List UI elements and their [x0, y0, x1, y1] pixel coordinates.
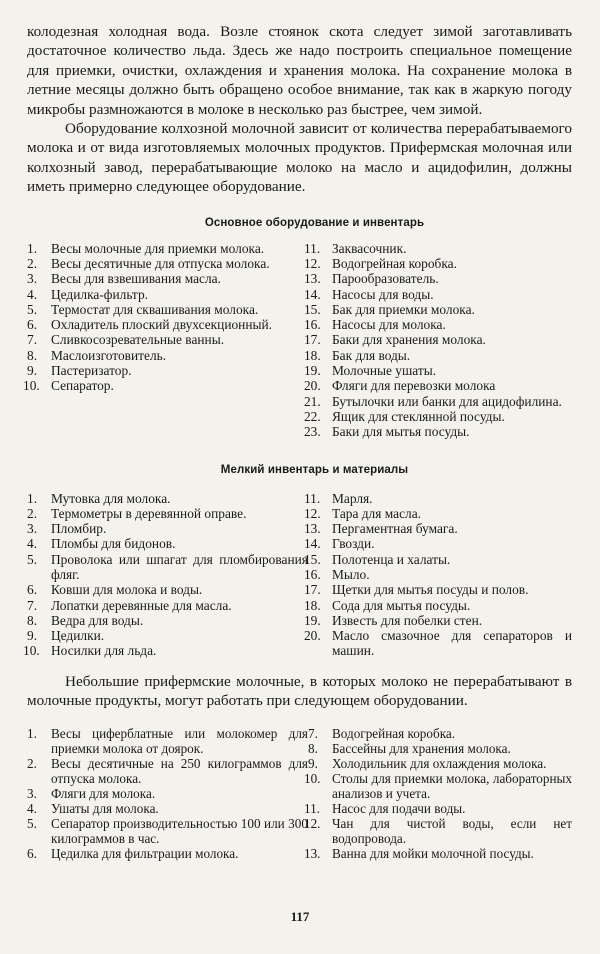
list-item-number: 9. — [307, 755, 318, 771]
list-item — [303, 393, 572, 409]
list-item-text: Холодильник для охлаждения молока. — [331, 755, 547, 771]
list-item-number: 5. — [27, 815, 37, 831]
list-item — [27, 363, 308, 378]
list-item — [27, 613, 308, 628]
list-item — [303, 521, 572, 537]
list-item-number: 20. — [303, 628, 321, 644]
list-item-number: 12. — [303, 255, 321, 271]
list-item-number: 4. — [27, 800, 37, 816]
list-item — [303, 271, 572, 287]
list-item — [303, 301, 572, 317]
list-item-text: Лопатки деревянные для масла. — [51, 597, 232, 613]
list-item-number: 18. — [303, 597, 321, 613]
list-item-text: Насос для подачи воды. — [331, 800, 466, 816]
list-item-number: 9. — [27, 628, 38, 644]
list-item-number: 1. — [27, 240, 38, 256]
list-item — [23, 378, 308, 394]
list-item — [303, 536, 572, 552]
list-item-text: Бассейны для хранения молока. — [331, 740, 511, 756]
list-item-text: Ковши для молока и воды. — [51, 582, 203, 598]
list-item-text: Парообразователь. — [331, 271, 439, 287]
main-equipment-list-right — [303, 240, 572, 440]
list-item-text: Сепаратор производительностью 100 или 300 килограммов в час. — [51, 815, 308, 846]
list-item-text: Пломбы для бидонов. — [51, 536, 176, 552]
list-item — [27, 846, 308, 861]
list-item-text: Проволока или шпагат для пломбирования фляг. — [51, 551, 308, 582]
list-item-number: 4. — [27, 536, 38, 552]
heading-main-equipment: Основное оборудование и инвентарь — [204, 216, 425, 229]
list-item-text: Ведра для воды. — [51, 612, 144, 628]
paragraph-milk-storage: колодезная холодная вода. Возле стоянок скота следует зимой заготавливать достаточное количество льда. Здесь же надо построить специальное помещение для приемки, очистки, охлаждения и хранения молока. На сохранение молока в летние месяцы должно быть обращено особое внимание, так как в жаркую погоду микробы размножаются в молоке в несколько раз быстрее, чем зимой. — [27, 23, 572, 118]
list-item — [303, 815, 572, 846]
list-item — [303, 551, 572, 567]
list-item-text: Весы для взвешивания масла. — [51, 271, 221, 287]
list-item-number: 8. — [307, 740, 318, 756]
list-item-text: Чан для чистой воды, если нет водопровода. — [331, 815, 572, 846]
list-item-number: 1. — [27, 490, 38, 506]
list-item-number: 7. — [307, 725, 318, 741]
heading-small-inventory: Мелкий инвентарь и материалы — [220, 463, 409, 476]
list-item-text: Весы молочные для приемки молока. — [51, 240, 265, 256]
list-item-text: Цедилка для фильтрации молока. — [51, 845, 239, 861]
main-equipment-list-left — [23, 240, 308, 440]
list-item — [303, 628, 572, 659]
list-item — [27, 536, 308, 551]
list-item — [303, 612, 572, 628]
list-item — [27, 582, 308, 597]
list-item — [303, 332, 572, 348]
list-item — [303, 800, 572, 816]
list-item — [23, 643, 308, 659]
main-equipment-lists — [23, 240, 572, 440]
list-item-number: 1. — [27, 725, 37, 741]
list-item-number: 11. — [303, 490, 321, 506]
list-item-text: Пломбир. — [51, 521, 107, 537]
list-item-number: 23. — [303, 424, 321, 440]
list-item-text: Ящик для стеклянной посуды. — [331, 408, 505, 424]
list-item-number: 11. — [303, 240, 321, 256]
list-item — [27, 506, 308, 521]
list-item-number: 12. — [303, 815, 321, 831]
list-item-text: Мутовка для молока. — [51, 490, 171, 506]
list-item — [27, 598, 308, 613]
list-item-number: 14. — [303, 536, 321, 552]
list-item-number: 13. — [303, 521, 321, 537]
list-item-number: 5. — [27, 551, 38, 567]
list-item-number: 6. — [27, 845, 37, 861]
list-item — [27, 348, 308, 363]
list-item — [27, 491, 308, 506]
list-item-number: 12. — [303, 505, 321, 521]
list-item-text: Фляги для перевозки молока — [331, 378, 496, 394]
list-item — [303, 347, 572, 363]
list-item-text: Сода для мытья посуды. — [331, 597, 471, 613]
list-item-number: 2. — [27, 755, 37, 771]
list-item-number: 4. — [27, 286, 38, 302]
list-item-text: Сливкосозревательные ванны. — [51, 332, 225, 348]
list-item-text: Маслоизготовитель. — [51, 347, 167, 363]
list-item-number: 15. — [303, 551, 321, 567]
list-item — [303, 240, 572, 256]
list-item-text: Гвозди. — [331, 536, 375, 552]
list-item-text: Весы десятичные для отпуска молока. — [51, 255, 270, 271]
list-item-text: Баки для хранения молока. — [331, 332, 486, 348]
list-item-text: Заквасочник. — [331, 240, 407, 256]
list-item — [303, 317, 572, 333]
list-item — [303, 597, 572, 613]
list-item-text: Щетки для мытья посуды и полов. — [331, 582, 529, 598]
list-item-text: Весы циферблатные или молокомер для приемки молока от доярок. — [51, 725, 308, 756]
list-item-number: 3. — [27, 785, 37, 801]
list-item-text: Бак для воды. — [331, 347, 411, 363]
list-item-text: Весы десятичные на 250 килограммов для отпуска молока. — [51, 755, 308, 786]
list-item — [27, 241, 308, 256]
list-item — [27, 256, 308, 271]
list-item — [27, 287, 308, 302]
paragraph-dairy-equipment: Оборудование колхозной молочной зависит от количества перерабатываемого молока и от вида изготовляемых молочных продуктов. Прифермская молочная или колхозный завод, перерабатывающие молоко на масло и ацидофилин, должны иметь примерно следующее оборудование. — [27, 120, 572, 196]
list-item — [303, 770, 572, 801]
list-item-number: 5. — [27, 301, 38, 317]
list-item-text: Марля. — [331, 490, 373, 506]
list-item-number: 6. — [27, 317, 38, 333]
list-item-number: 16. — [303, 317, 321, 333]
list-item — [27, 816, 308, 846]
list-item-text: Насосы для молока. — [331, 317, 446, 333]
list-item-number: 17. — [303, 332, 321, 348]
list-item-text: Термометры в деревянной оправе. — [51, 505, 247, 521]
list-item-number: 15. — [303, 301, 321, 317]
list-item-number: 19. — [303, 612, 321, 628]
list-item-text: Фляги для молока. — [51, 785, 156, 801]
list-item-number: 18. — [303, 347, 321, 363]
list-item-number: 9. — [27, 363, 38, 379]
list-item-number: 17. — [303, 582, 321, 598]
small-inventory-lists — [23, 490, 572, 659]
list-item — [27, 552, 308, 583]
small-dairy-list-left — [27, 726, 308, 861]
list-item-text: Ванна для мойки молочной посуды. — [331, 845, 534, 861]
list-item-number: 8. — [27, 612, 38, 628]
list-item-number: 14. — [303, 286, 321, 302]
list-item — [303, 378, 572, 394]
list-item — [27, 332, 308, 347]
list-item-text: Известь для побелки стен. — [331, 612, 483, 628]
list-item — [303, 286, 572, 302]
list-item — [303, 567, 572, 582]
list-item-text: Носилки для льда. — [51, 643, 157, 659]
list-item — [303, 582, 572, 598]
list-item-number: 2. — [27, 505, 38, 521]
list-item-text: Водогрейная коробка. — [331, 725, 456, 741]
list-item-text: Столы для приемки молока, лабораторных анализов и учета. — [331, 770, 572, 801]
list-item-number: 22. — [303, 408, 321, 424]
list-item — [27, 726, 308, 756]
list-item-text: Молочные ушаты. — [331, 363, 437, 379]
list-item-number: 2. — [27, 255, 38, 271]
list-item-number: 7. — [27, 332, 38, 348]
list-item — [27, 521, 308, 536]
list-item — [308, 741, 572, 756]
list-item — [27, 302, 308, 317]
list-item-text: Полотенца и халаты. — [331, 551, 451, 567]
list-item-text: Мыло. — [331, 567, 370, 582]
list-item-number: 20. — [303, 378, 321, 394]
list-item-text: Ушаты для молока. — [51, 800, 159, 816]
list-item — [303, 845, 572, 861]
small-inventory-list-left — [23, 490, 308, 659]
list-item-text: Бутылочки или банки для ацидофилина. — [331, 393, 562, 409]
list-item — [27, 786, 308, 801]
small-dairy-list-right — [303, 725, 572, 861]
list-item-text: Бак для приемки молока. — [331, 301, 475, 317]
list-item-number: 11. — [303, 800, 320, 816]
small-inventory-list-right — [303, 490, 572, 659]
list-item-text: Водогрейная коробка. — [331, 255, 457, 271]
list-item — [308, 726, 572, 741]
list-item-text: Цедилка-фильтр. — [51, 286, 148, 302]
list-item-number: 16. — [303, 567, 321, 582]
list-item-text: Цедилки. — [51, 628, 105, 644]
list-item-number: 3. — [27, 271, 38, 287]
list-item-number: 7. — [27, 597, 38, 613]
list-item-number: 13. — [303, 271, 321, 287]
list-item — [303, 255, 572, 271]
list-item-number: 19. — [303, 363, 321, 379]
small-dairy-lists — [27, 726, 572, 861]
paragraph-small-dairies: Небольшие прифермские молочные, в которых молоко не перерабатывают в молочные продукты, могут работать при следующем оборудовании. — [27, 672, 572, 710]
list-item-text: Сепаратор. — [51, 378, 114, 394]
list-item — [303, 424, 572, 440]
list-item-number: 8. — [27, 347, 38, 363]
list-item-text: Пастеризатор. — [51, 363, 132, 379]
list-item-text: Термостат для сквашивания молока. — [51, 301, 259, 317]
list-item — [27, 317, 308, 332]
list-item — [27, 756, 308, 786]
list-item-number: 3. — [27, 521, 38, 537]
list-item — [303, 363, 572, 379]
list-item-text: Охладитель плоский двухсекционный. — [51, 317, 273, 333]
list-item-text: Масло смазочное для сепараторов и машин. — [331, 628, 572, 659]
list-item-number: 21. — [303, 393, 321, 409]
list-item — [303, 505, 572, 521]
list-item-text: Баки для мытья посуды. — [331, 424, 470, 440]
list-item-text: Тара для масла. — [331, 505, 421, 521]
list-item — [308, 756, 572, 771]
list-item-number: 10. — [23, 378, 40, 394]
list-item — [303, 490, 572, 506]
list-item — [27, 628, 308, 643]
list-item-number: 10. — [23, 643, 40, 659]
list-item — [27, 271, 308, 286]
page-number: 117 — [290, 909, 310, 924]
list-item-text: Пергаментная бумага. — [331, 521, 458, 537]
list-item-number: 13. — [303, 845, 321, 861]
list-item — [27, 801, 308, 816]
list-item — [303, 408, 572, 424]
list-item-text: Насосы для воды. — [331, 286, 434, 302]
list-item-number: 6. — [27, 582, 38, 598]
list-item-number: 10. — [303, 770, 321, 786]
